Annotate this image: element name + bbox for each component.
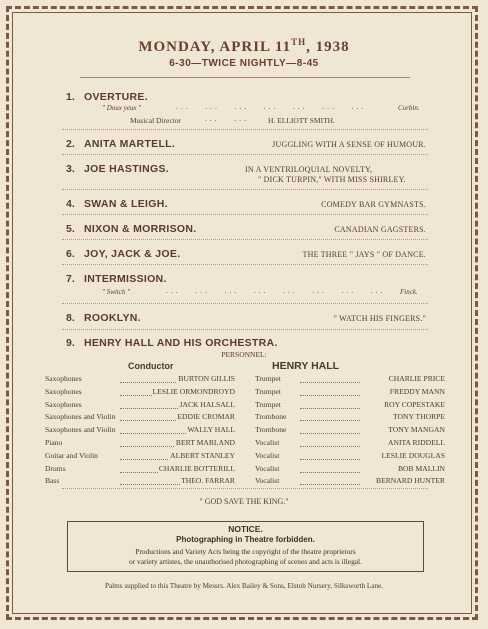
roster-name: FREDDY MANN: [389, 386, 445, 396]
notice-line-1: Productions and Variety Acts being the copyright of the theatre proprietors: [135, 547, 356, 556]
item-number: 2.: [66, 138, 75, 150]
item-separator: [62, 329, 428, 330]
item-number: 9.: [66, 337, 75, 349]
item-number: 3.: [66, 163, 75, 175]
roster-name: CHARLIE PRICE: [388, 374, 445, 383]
leader-line: [300, 395, 360, 396]
roster-role: Trumpet: [255, 386, 281, 396]
intermission-composer: Finck.: [400, 288, 418, 296]
item-name: JOE HASTINGS.: [84, 163, 169, 175]
leader-line: [300, 472, 360, 473]
leader-line: [300, 382, 360, 383]
item-separator: [62, 154, 428, 155]
intermission-piece: " Switch ": [102, 288, 131, 296]
leader-line: [300, 420, 360, 421]
item-description: COMEDY BAR GYMNASTS.: [321, 200, 426, 209]
item-name-orchestra: HENRY HALL AND HIS ORCHESTRA.: [84, 337, 278, 349]
notice-heading: NOTICE.: [228, 524, 263, 534]
roster-role: Bass: [45, 476, 60, 486]
roster-name: LESLIE DOUGLAS: [381, 450, 445, 460]
roster-name: JACK HALSALL: [179, 399, 235, 409]
item-description: CANADIAN GAGSTERS.: [334, 225, 426, 234]
roster-role: Trumpet: [255, 374, 281, 383]
item-separator: [62, 239, 428, 240]
roster-separator: [62, 488, 428, 489]
conductor-label: Conductor: [128, 361, 174, 371]
item-number: 6.: [66, 248, 75, 260]
leader-line: [300, 433, 360, 434]
item-separator: [62, 264, 428, 265]
notice-line-2: or variety artistes, the unauthorised photographing of scenes and acts is illegal.: [129, 557, 362, 566]
roster-name: ALBERT STANLEY: [170, 450, 235, 460]
leader-dots: ... ... ... ... ... ... ...: [176, 102, 367, 111]
item-number: 4.: [66, 198, 75, 210]
roster-role: Trombone: [255, 425, 287, 435]
roster-role: Trumpet: [255, 399, 281, 409]
leader-line: [300, 408, 360, 409]
item-description: IN A VENTRILOQUIAL NOVELTY,: [245, 165, 373, 174]
item-name: JOY, JACK & JOE.: [84, 248, 181, 260]
musical-director-label: Musical Director: [130, 116, 182, 125]
footer-credit: Palms supplied to this Theatre by Messrs. Alex Bailey & Sons, Elstob Nursery, Silksworth Lane.: [104, 582, 384, 590]
leader-line: [300, 459, 360, 460]
roster-role: Guitar and Violin: [45, 450, 98, 460]
anthem: " GOD SAVE THE KING.": [199, 497, 289, 506]
roster-role: Saxophones: [45, 374, 82, 383]
item-number: 5.: [66, 223, 75, 235]
roster-role: Saxophones and Violin: [45, 425, 116, 435]
roster-name: TONY THORPE: [393, 412, 445, 422]
item-description: THE THREE " JAYS " OF DANCE.: [302, 250, 426, 259]
leader-line: [300, 484, 360, 485]
roster-name: TONY MANGAN: [388, 425, 445, 435]
conductor-name: HENRY HALL: [272, 360, 340, 372]
header-divider: [80, 77, 410, 78]
roster-name: ROY COPESTAKE: [384, 399, 445, 409]
roster-role: Piano: [45, 438, 63, 447]
item-separator: [62, 129, 428, 130]
item-name-overture: OVERTURE.: [84, 91, 148, 103]
programme-date: MONDAY, APRIL 11TH, 1938: [138, 37, 350, 55]
roster-name: ANITA RIDDELL: [388, 438, 445, 447]
item-name: ANITA MARTELL.: [84, 138, 176, 150]
musical-director-name: H. ELLIOTT SMITH.: [268, 116, 335, 125]
roster-name: BERT MARLAND: [175, 438, 235, 447]
notice-subheading: Photographing in Theatre forbidden.: [176, 535, 315, 544]
item-separator: [62, 303, 428, 304]
roster-name: CHARLIE BOTTERILL: [158, 463, 235, 473]
item-separator: [62, 214, 428, 215]
show-times: 6-30—TWICE NIGHTLY—8-45: [169, 58, 319, 69]
roster-role: Vocalist: [255, 450, 280, 460]
leader-dots: ... ...: [205, 114, 249, 123]
roster-role: Trombone: [255, 412, 287, 422]
roster-role: Saxophones and Violin: [45, 412, 116, 422]
item-name: SWAN & LEIGH.: [84, 198, 168, 210]
item-number: 1.: [66, 91, 75, 103]
item-name: NIXON & MORRISON.: [84, 223, 197, 235]
overture-composer: Corbin.: [398, 104, 420, 112]
overture-piece: " Doux yeux ": [102, 104, 142, 112]
item-number: 7.: [66, 273, 75, 285]
leader-line: [120, 433, 190, 434]
roster-role: Saxophones: [45, 399, 82, 409]
roster-role: Vocalist: [255, 438, 280, 447]
roster-name: BURTON GILLIS: [178, 374, 235, 383]
roster-role: Vocalist: [255, 476, 280, 486]
roster-name: BERNARD HUNTER: [376, 476, 445, 486]
roster-role: Vocalist: [255, 463, 280, 473]
leader-dots: ... ... ... ... ... ... ... ...: [166, 286, 386, 295]
item-description-line2: " DICK TURPIN," WITH MISS SHIRLEY.: [258, 175, 406, 184]
item-description: JUGGLING WITH A SENSE OF HUMOUR.: [272, 140, 426, 149]
item-name: ROOKLYN.: [84, 312, 141, 324]
roster-role: Drums: [45, 463, 66, 473]
roster-name: THEO. FARRAR: [181, 476, 235, 486]
item-separator: [62, 189, 428, 190]
roster-name: EDDIE CROMAR: [177, 412, 235, 422]
leader-line: [300, 446, 360, 447]
item-name-intermission: INTERMISSION.: [84, 273, 167, 285]
item-description: " WATCH HIS FINGERS.": [333, 314, 426, 323]
item-number: 8.: [66, 312, 75, 324]
roster-name: BOB MALLIN: [397, 463, 445, 473]
personnel-label: PERSONNEL:: [221, 350, 267, 359]
roster-name: LESLIE ORMONDROYD: [152, 386, 235, 396]
roster-name: WALLY HALL: [187, 425, 235, 435]
roster-role: Saxophones: [45, 386, 82, 396]
